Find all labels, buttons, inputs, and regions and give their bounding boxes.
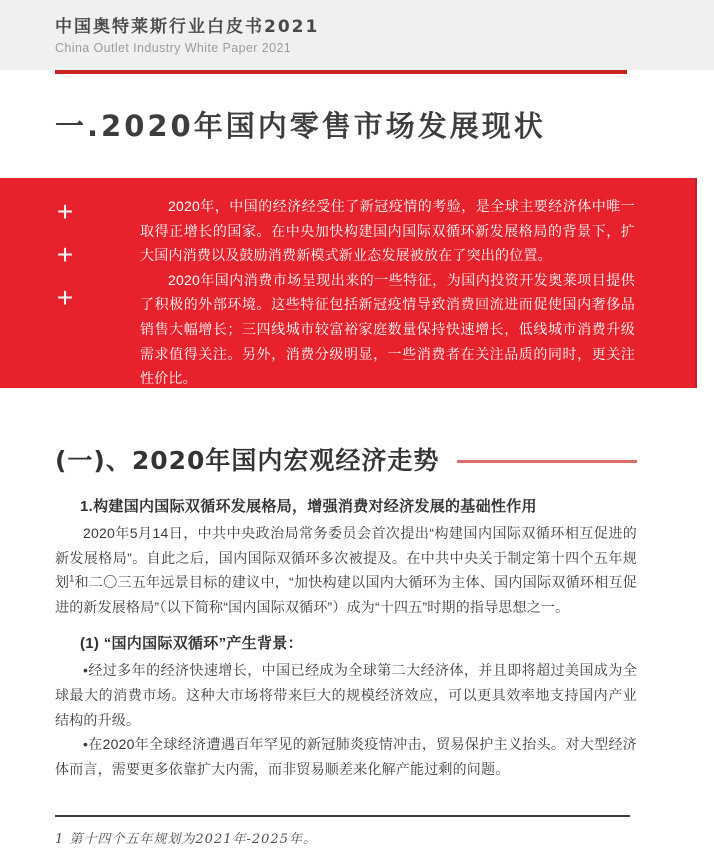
bullet-item: •经过多年的经济快速增长，中国已经成为全球第二大经济体，并且即将超过美国成为全球最大的消费市场。这种大市场将带来巨大的规模经济效应，可以更具效率地支持国内产业结构的升级。 <box>55 662 637 728</box>
paragraph-text: 2020年5月14日，中共中央政治局常务委员会首次提出“构建国内国际双循环相互促进的新发展格局”。自此之后，国内国际双循环多次被提及。在中共中央关于制定第十四个五年规划 <box>55 525 637 591</box>
chapter-title: 一.2020年国内零售市场发展现状 <box>55 109 546 143</box>
document-subtitle: China Outlet Industry White Paper 2021 <box>55 41 292 55</box>
footnote-divider <box>55 815 630 817</box>
point-heading: (1) “国内国际双循环”产生背景： <box>80 635 303 653</box>
hero-paragraph: 2020年国内消费市场呈现出来的一些特征，为国内投资开发奥莱项目提供了积极的外部环境。这些特征包括新冠疫情导致消费回流进而促使国内奢侈品销售大幅增长；三四线城市较富裕家庭数量保持快速增长，低线城市消费升级需求值得关注。另外，消费分级明显，一些消费者在关注品质的同时，更关注性价比。 <box>140 271 635 387</box>
plus-marks-column <box>50 190 80 319</box>
section-pink-rule <box>457 460 637 463</box>
bullet-item: •在2020年全球经济遭遇百年罕见的新冠肺炎疫情冲击，贸易保护主义抬头。对大型经济体而言，需要更多依靠扩大内需，而非贸易顺差来化解产能过剩的问题。 <box>55 736 637 777</box>
hero-callout-box <box>0 178 697 388</box>
body-paragraph <box>55 521 637 619</box>
footnote-marker: 1 <box>69 573 75 584</box>
plus-icon: + <box>56 282 74 313</box>
document-header <box>0 0 714 70</box>
document-title: 中国奥特莱斯行业白皮书2021 <box>55 17 320 37</box>
plus-icon: + <box>56 239 74 270</box>
subsection-heading: 1.构建国内国际双循环发展格局，增强消费对经济发展的基础性作用 <box>80 498 537 515</box>
footnote-text: 1 第十四个五年规划为2021年-2025年。 <box>55 832 317 847</box>
paragraph-text: 和二〇三五年远景目标的建议中，“加快构建以国内大循环为主体、国内国际双循环相互促进的新发展格局”（以下简称“国内国际双循环”）成为“十四五”时期的指导思想之一。 <box>55 574 637 615</box>
section-heading-row <box>55 444 637 478</box>
header-red-rule <box>55 70 627 74</box>
plus-icon: + <box>56 196 74 227</box>
section-heading: (一)、2020年国内宏观经济走势 <box>55 446 440 475</box>
hero-paragraph: 2020年，中国的经济经受住了新冠疫情的考验，是全球主要经济体中唯一取得正增长的国家。在中央加快构建国内国际双循环新发展格局的背景下，扩大国内消费以及鼓励消费新模式新业态发展被放在了突出的位置。 <box>140 198 635 264</box>
